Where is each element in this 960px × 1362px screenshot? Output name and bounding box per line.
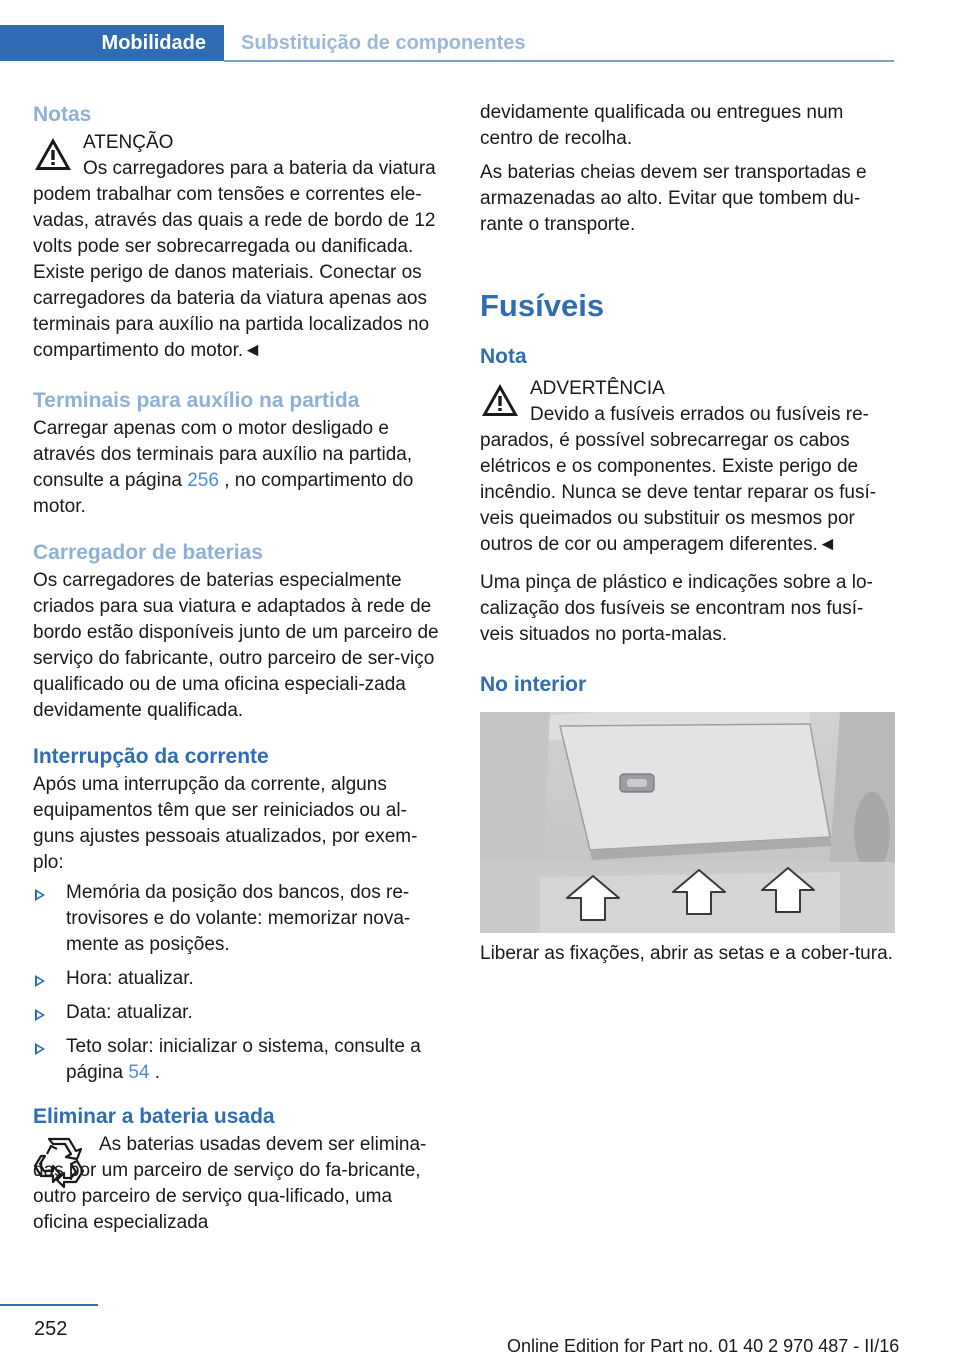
warning-triangle-icon <box>480 382 520 418</box>
image-caption: Liberar as fixações, abrir as setas e a cober-tura. <box>480 943 893 964</box>
clip-text: Uma pinça de plástico e indicações sobre a lo-calização dos fusíveis se encontram nos fusí-veis situados no porta-malas. <box>480 572 873 645</box>
bullet-triangle-icon <box>35 1009 45 1021</box>
warning-triangle-icon <box>33 136 73 172</box>
page-number: 252 <box>34 1318 68 1340</box>
charger-text: Os carregadores de baterias especialmente criados para sua viatura e adaptados à rede de bordo estão disponíveis junto de um parceiro de serviço do fabricante, outro parceiro de ser-viço qualificado ou de uma oficina especiali-zada devidamente qualificada. <box>33 570 439 721</box>
interior-heading: No interior <box>480 673 587 696</box>
left-column <box>33 100 447 1236</box>
continued-text-1: devidamente qualificada ou entregues num centro de recolha. <box>480 102 844 149</box>
terminals-heading: Terminais para auxílio na partida <box>33 389 360 412</box>
page-header <box>0 25 960 63</box>
list-item: Teto solar: inicializar o sistema, consulte a página 54 . <box>33 1034 447 1086</box>
list-item: Memória da posição dos bancos, dos re-trovisores e do volante: memorizar nova-mente as posições. <box>33 880 447 958</box>
note-heading: Nota <box>480 345 527 368</box>
disposal-heading: Eliminar a bateria usada <box>33 1105 275 1128</box>
footer-divider <box>0 1304 98 1306</box>
right-column <box>480 100 894 967</box>
disposal-block <box>33 1132 447 1236</box>
terminals-text: Carregar apenas com o motor desligado e através dos terminais para auxílio na partida, consulte a página 256 , no compartimento do motor. <box>33 418 414 517</box>
warning-text: Os carregadores para a bateria da viatura podem trabalhar com tensões e correntes ele-vadas, através das quais a rede de bordo de 12 volts pode ser sobrecarregada ou danificada. Existe perigo de danos materiais. Conectar os carregadores da bateria da viatura apenas aos terminais para auxílio na partida localizados no compartimento do motor.◄ <box>33 158 436 361</box>
warning-block-battery <box>33 130 447 364</box>
glovebox-photo <box>480 712 895 933</box>
header-divider <box>224 60 894 62</box>
interruption-text: Após uma interrupção da corrente, alguns equipamentos têm que ser reiniciados ou al-guns ajustes pessoais atualizados, por exem-plo: <box>33 774 418 873</box>
list-item: Hora: atualizar. <box>33 966 447 992</box>
continued-text-2: As baterias cheias devem ser transportadas e armazenadas ao alto. Evitar que tombem du-rante o transporte. <box>480 162 867 235</box>
charger-heading: Carregador de baterias <box>33 541 263 564</box>
fuses-heading: Fusíveis <box>480 288 605 323</box>
bullet-triangle-icon <box>35 1043 45 1055</box>
bullet-triangle-icon <box>35 889 45 901</box>
warning-block-fuses <box>480 376 894 558</box>
warning-title: ADVERTÊNCIA <box>530 378 665 399</box>
recycle-icon <box>33 1136 85 1190</box>
list-item: Data: atualizar. <box>33 1000 447 1026</box>
disposal-text: As baterias usadas devem ser elimina-das por um parceiro de serviço do fa-bricante, outro parceiro de serviço qua-lificado, uma oficina especializada <box>33 1134 427 1233</box>
edition-text: Online Edition for Part no. 01 40 2 970 487 - II/16 <box>507 1336 900 1356</box>
subsection-tab[interactable]: Substituição de componentes <box>241 32 526 54</box>
page-link-54[interactable]: 54 <box>128 1062 150 1083</box>
interruption-heading: Interrupção da corrente <box>33 745 269 768</box>
section-tab[interactable]: Mobilidade <box>0 25 224 61</box>
reset-list <box>33 880 447 1086</box>
bullet-triangle-icon <box>35 975 45 987</box>
notes-heading: Notas <box>33 103 92 126</box>
warning-text: Devido a fusíveis errados ou fusíveis re-parados, é possível sobrecarregar os cabos elétricos e os componentes. Existe perigo de incêndio. Nunca se deve tentar reparar os fusí-veis queimados ou substituir os mesmos por outros de cor ou amperagem diferentes.◄ <box>480 404 877 555</box>
page-link-256[interactable]: 256 <box>187 470 219 491</box>
warning-title: ATENÇÃO <box>83 132 174 153</box>
